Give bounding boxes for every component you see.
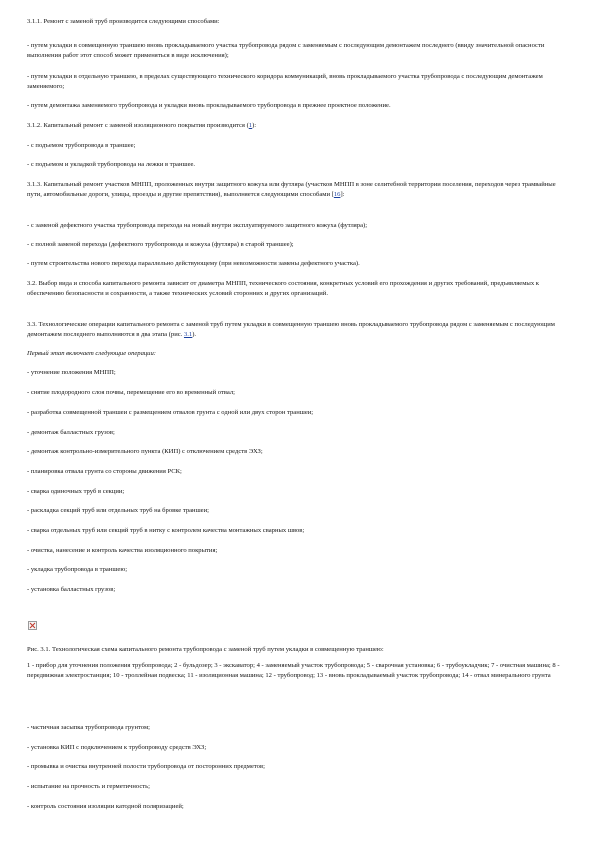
list-item: - контроль состояния изоляции катодной поляризацией; [27, 803, 184, 810]
figure-legend: 1 - прибор для уточнения положения трубопровода; 2 - бульдозер; 3 - экскаватор; 4 - заменяемый участок трубопровода; 5 - сварочная установка; 6 - трубоукладчик; 7 - очистная машина; 8 - передвижная электростанция; 10 - троллейная подвеска; 11 - изоляционная машина; 12 - трубопровод; 13 - вновь прокладываемый участок трубопровода; 14 - отвал минерального грунта [27, 662, 560, 679]
list-item: - установка КИП с подключением к трубопроводу средств ЭХЗ; [27, 744, 207, 751]
list-item: - демонтаж балластных грузов; [27, 429, 115, 436]
figure-link-3-1[interactable]: 3.1 [183, 330, 193, 338]
figure-caption: Рис. 3.1. Технологическая схема капитального ремонта трубопровода с заменой труб путем укладки в совмещенную траншею: [27, 646, 384, 653]
list-item: - снятие плодородного слоя почвы, перемещение его во временный отвал; [27, 389, 236, 396]
list-item: - с подъемом и укладкой трубопровода на лежки в траншее. [27, 161, 196, 168]
section-text: 3.1.3. Капитальный ремонт участков МНПП, проложенных внутри защитного кожуха или футляра (участков МНПП в зоне селитебной территории поселения, переходов через трамвайные пути, автомобильные дороги, улицы, проезды и другие препятствия), выполняется следующими способами [ [27, 181, 556, 198]
list-item: - испытание на прочность и герметичность; [27, 783, 150, 790]
list-item: - раскладка секций труб или отдельных труб на бровке траншеи; [27, 507, 209, 514]
broken-image-icon [28, 621, 37, 630]
section-3-3 [27, 320, 572, 339]
list-item: - с подъемом трубопровода в траншее; [27, 142, 136, 149]
list-item: - с полной заменой перехода (дефектного трубопровода и кожуха (футляра) в старой траншее); [27, 241, 294, 248]
list-item: - демонтаж контрольно-измерительного пункта (КИП) с отключением средств ЭХЗ; [27, 448, 263, 455]
section-3-1-1: 3.1.1. Ремонт с заменой труб производится следующими способами: [27, 18, 220, 25]
section-text-end: ). [192, 330, 197, 338]
list-item: - путем строительства нового перехода параллельно действующему (при невозможности замены дефектного участка). [27, 260, 360, 267]
list-item: - с заменой дефектного участка трубопровода перехода на новый внутри эксплуатируемого защитного кожуха (футляра); [27, 222, 368, 229]
section-text: 3.1.2. Капитальный ремонт с заменой изоляционного покрытия производится ( [27, 122, 249, 129]
list-item: - сварка одиночных труб в секции; [27, 488, 125, 495]
reference-link-16[interactable]: 16 [333, 190, 341, 198]
list-item: - установка балластных грузов; [27, 586, 116, 593]
first-stage-heading: Первый этап включает следующие операции: [27, 350, 156, 357]
list-item: - укладка трубопровода в траншею; [27, 566, 128, 573]
list-item: - планировка отвала грунта со стороны движения РСК; [27, 468, 182, 475]
list-item: - путем демонтажа заменяемого трубопровода и укладки вновь прокладываемого трубопровода в прежнее проектное положение. [27, 102, 391, 109]
list-item: - частичная засыпка трубопровода грунтом; [27, 724, 150, 731]
section-3-1-3 [27, 180, 572, 199]
list-item: - разработка совмещенной траншеи с размещением отвалов грунта с одной или двух сторон траншеи; [27, 409, 314, 416]
list-item: - очистка, нанесение и контроль качества изоляционного покрытия; [27, 547, 218, 554]
section-text: 3.3. Технологические операции капитального ремонта с заменой труб путем укладки в совмещенную траншею вновь прокладываемого трубопровода рядом с заменяемым с последующим демонтажем последнего выполняются в два этапа (рис. [27, 321, 555, 338]
list-item: - промывка и очистка внутренней полости трубопровода от посторонних предметов; [27, 763, 265, 770]
list-item: - путем укладки в отдельную траншею, в пределах существующего технического коридора коммуникаций, вновь прокладываемого участка трубопровода с последующим демонтажем заменяемого; [27, 73, 543, 90]
section-text-end: ]: [340, 190, 345, 198]
section-3-1-2 [27, 121, 572, 131]
list-item: - уточнение положения МНПП; [27, 369, 116, 376]
section-text-end: ): [252, 122, 257, 129]
list-item: - сварка отдельных труб или секций труб в нитку с контролем качества монтажных сварных швов; [27, 527, 305, 534]
section-3-2: 3.2. Выбор вида и способа капитального ремонта зависит от диаметра МНПП, технического состояния, конкретных условий его прохождения и других требований, предъявляемых к обеспечению безопасности и сохранности, а также технических условий сторонних и других организаций. [27, 280, 539, 297]
list-item: - путем укладки в совмещенную траншею вновь прокладываемого участка трубопровода рядом с заменяемым с последующим демонтажем последнего (ввиду значительной опасности выполнения работ этот способ может применяться в виде исключения); [27, 42, 545, 59]
reference-link-1[interactable]: 1 [248, 122, 253, 129]
